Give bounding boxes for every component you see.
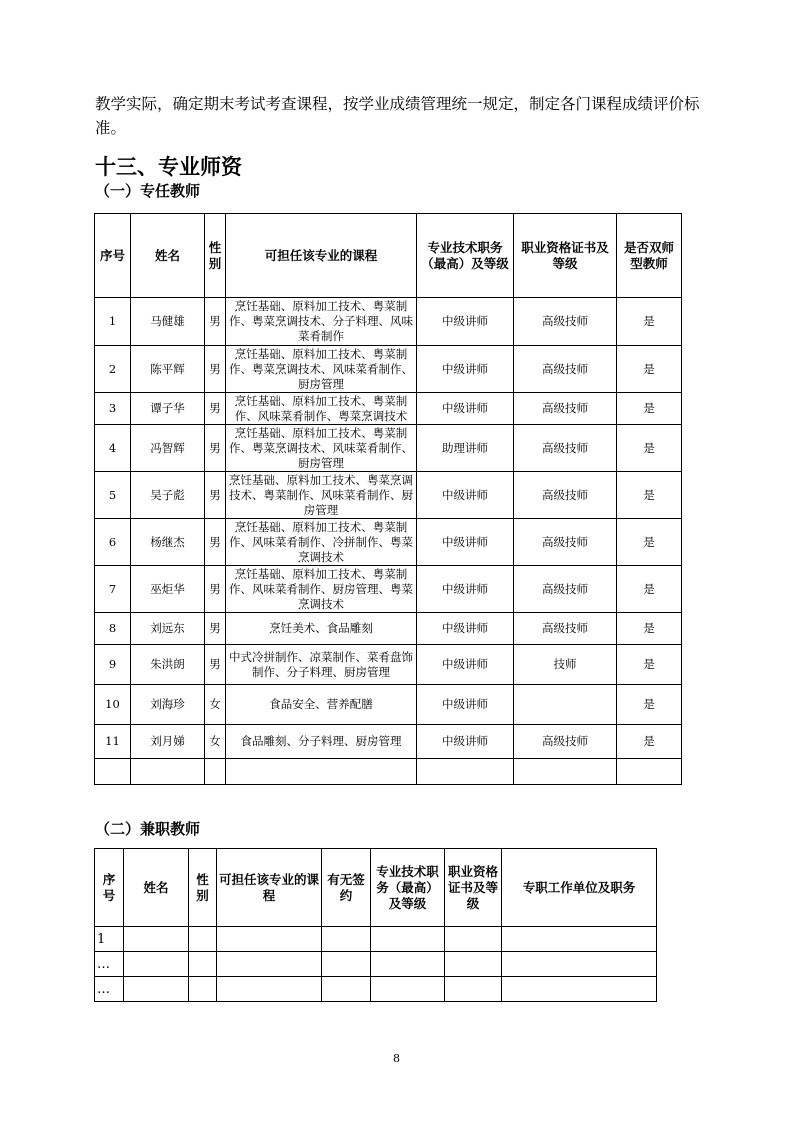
cell-name: 朱洪朗: [131, 645, 205, 685]
cell-name: 杨继杰: [131, 519, 205, 566]
cell-contract: [322, 927, 371, 952]
cell-title: 中级讲师: [417, 566, 514, 613]
cell-employer: [502, 952, 657, 977]
col-header-courses: 可担任该专业的课程: [226, 214, 417, 298]
fulltime-teachers-body: [95, 298, 682, 785]
cell-courses: [217, 977, 322, 1002]
cell-name: 冯智辉: [131, 425, 205, 472]
cell-courses: 烹饪基础、原料加工技术、粤菜制作、风味菜肴制作、厨房管理、粤菜烹调技术: [226, 566, 417, 613]
cell-name: 陈平辉: [131, 346, 205, 393]
table-row: [95, 472, 682, 519]
table-row: [95, 566, 682, 613]
cell-courses: 烹饪基础、原料加工技术、粤菜烹调技术、粤菜制作、风味菜肴制作、厨房管理: [226, 472, 417, 519]
cell-title: [371, 977, 445, 1002]
cell-name: 巫炬华: [131, 566, 205, 613]
cell-dual-qualified: 是: [617, 645, 682, 685]
cell-title: [417, 759, 514, 785]
cell-certificate: 高级技师: [514, 346, 617, 393]
parttime-teachers-body: [95, 927, 657, 1002]
cell-dual-qualified: 是: [617, 725, 682, 759]
cell-certificate: 高级技师: [514, 519, 617, 566]
cell-dual-qualified: 是: [617, 425, 682, 472]
cell-gender: 女: [205, 685, 226, 725]
table-row: [95, 685, 682, 725]
fulltime-teachers-heading: （一）专任教师: [95, 182, 201, 200]
table-row: [95, 298, 682, 346]
table-header-row: [95, 214, 682, 298]
cell-gender: [189, 952, 217, 977]
cell-courses: 食品雕刻、分子料理、厨房管理: [226, 725, 417, 759]
cell-certificate: 高级技师: [514, 425, 617, 472]
cell-number: 2: [95, 346, 131, 393]
cell-gender: [189, 977, 217, 1002]
table-row: [95, 759, 682, 785]
col-header-title: 专业技术职务（最高）及等级: [417, 214, 514, 298]
cell-certificate: 高级技师: [514, 298, 617, 346]
cell-gender: [189, 927, 217, 952]
cell-name: [131, 759, 205, 785]
cell-gender: 男: [205, 425, 226, 472]
cell-certificate: [514, 759, 617, 785]
cell-title: [371, 927, 445, 952]
cell-gender: 男: [205, 519, 226, 566]
table-row: [95, 613, 682, 645]
cell-number: [95, 759, 131, 785]
cell-courses: 中式冷拼制作、凉菜制作、菜肴盘饰制作、分子料理、厨房管理: [226, 645, 417, 685]
cell-courses: 食品安全、营养配膳: [226, 685, 417, 725]
col-header-contract: 有无签约: [322, 849, 371, 927]
cell-certificate: 技师: [514, 645, 617, 685]
table-row: [95, 927, 657, 952]
cell-courses: 烹饪基础、原料加工技术、粤菜制作、风味菜肴制作、粤菜烹调技术: [226, 393, 417, 425]
cell-name: 刘远东: [131, 613, 205, 645]
cell-gender: 男: [205, 472, 226, 519]
cell-name: 刘月娣: [131, 725, 205, 759]
cell-number: 4: [95, 425, 131, 472]
cell-gender: 男: [205, 645, 226, 685]
table-row: [95, 425, 682, 472]
cell-number: 10: [95, 685, 131, 725]
cell-courses: 烹饪基础、原料加工技术、粤菜制作、粤菜烹调技术、风味菜肴制作、厨房管理: [226, 346, 417, 393]
fulltime-teachers-table: [94, 213, 682, 785]
table-row: [95, 952, 657, 977]
cell-title: 中级讲师: [417, 645, 514, 685]
cell-number: 9: [95, 645, 131, 685]
cell-number: 1: [95, 298, 131, 346]
col-header-certificate: 职业资格证书及等级: [445, 849, 502, 927]
cell-gender: 男: [205, 566, 226, 613]
parttime-teachers-table: [94, 848, 657, 1002]
col-header-number: 序号: [95, 849, 124, 927]
cell-number: 3: [95, 393, 131, 425]
table-row: [95, 346, 682, 393]
cell-certificate: [514, 685, 617, 725]
col-header-name: 姓名: [124, 849, 189, 927]
table-header-row: [95, 849, 657, 927]
cell-title: 助理讲师: [417, 425, 514, 472]
cell-dual-qualified: 是: [617, 685, 682, 725]
cell-courses: 烹饪美术、食品雕刻: [226, 613, 417, 645]
col-header-gender: 性别: [205, 214, 226, 298]
cell-dual-qualified: 是: [617, 613, 682, 645]
table-row: [95, 393, 682, 425]
cell-gender: 男: [205, 613, 226, 645]
cell-dual-qualified: 是: [617, 346, 682, 393]
col-header-employer: 专职工作单位及职务: [502, 849, 657, 927]
cell-gender: 男: [205, 298, 226, 346]
cell-courses: [217, 952, 322, 977]
cell-dual-qualified: 是: [617, 472, 682, 519]
cell-certificate: 高级技师: [514, 472, 617, 519]
cell-number: 1: [95, 927, 124, 952]
col-header-certificate: 职业资格证书及等级: [514, 214, 617, 298]
cell-name: 刘海珍: [131, 685, 205, 725]
cell-title: 中级讲师: [417, 393, 514, 425]
cell-gender: 女: [205, 725, 226, 759]
cell-employer: [502, 927, 657, 952]
cell-dual-qualified: 是: [617, 519, 682, 566]
cell-certificate: 高级技师: [514, 393, 617, 425]
col-header-dual-qualified: 是否双师型教师: [617, 214, 682, 298]
cell-certificate: [445, 927, 502, 952]
cell-courses: [217, 927, 322, 952]
cell-number: 7: [95, 566, 131, 613]
cell-gender: [205, 759, 226, 785]
cell-title: 中级讲师: [417, 613, 514, 645]
col-header-courses: 可担任该专业的课程: [217, 849, 322, 927]
col-header-name: 姓名: [131, 214, 205, 298]
cell-certificate: 高级技师: [514, 566, 617, 613]
cell-number: …: [95, 977, 124, 1002]
cell-courses: 烹饪基础、原料加工技术、粤菜制作、粤菜烹调技术、分子料理、风味菜肴制作: [226, 298, 417, 346]
cell-dual-qualified: 是: [617, 393, 682, 425]
cell-number: 6: [95, 519, 131, 566]
col-header-gender: 性别: [189, 849, 217, 927]
cell-certificate: 高级技师: [514, 613, 617, 645]
table-row: [95, 645, 682, 685]
cell-name: 马健雄: [131, 298, 205, 346]
cell-name: [124, 952, 189, 977]
cell-title: 中级讲师: [417, 472, 514, 519]
cell-employer: [502, 977, 657, 1002]
cell-gender: 男: [205, 393, 226, 425]
cell-name: 谭子华: [131, 393, 205, 425]
cell-title: 中级讲师: [417, 685, 514, 725]
cell-courses: 烹饪基础、原料加工技术、粤菜制作、风味菜肴制作、冷拼制作、粤菜烹调技术: [226, 519, 417, 566]
cell-name: [124, 927, 189, 952]
cell-name: [124, 977, 189, 1002]
cell-gender: 男: [205, 346, 226, 393]
cell-number: 8: [95, 613, 131, 645]
cell-certificate: [445, 952, 502, 977]
col-header-title: 专业技术职务（最高）及等级: [371, 849, 445, 927]
section-title: 十三、专业师资: [95, 155, 242, 179]
table-row: [95, 977, 657, 1002]
cell-name: 吴子彪: [131, 472, 205, 519]
page-number: 8: [393, 1052, 400, 1065]
cell-dual-qualified: [617, 759, 682, 785]
cell-contract: [322, 952, 371, 977]
cell-contract: [322, 977, 371, 1002]
cell-number: …: [95, 952, 124, 977]
cell-dual-qualified: 是: [617, 566, 682, 613]
cell-number: 5: [95, 472, 131, 519]
parttime-teachers-heading: （二）兼职教师: [95, 820, 201, 838]
cell-certificate: [445, 977, 502, 1002]
cell-number: 11: [95, 725, 131, 759]
cell-certificate: 高级技师: [514, 725, 617, 759]
cell-courses: [226, 759, 417, 785]
table-row: [95, 725, 682, 759]
table-row: [95, 519, 682, 566]
intro-paragraph: 教学实际，确定期末考试考查课程，按学业成绩管理统一规定，制定各门课程成绩评价标准。: [95, 95, 700, 137]
cell-title: 中级讲师: [417, 519, 514, 566]
cell-title: [371, 952, 445, 977]
cell-title: 中级讲师: [417, 298, 514, 346]
col-header-number: 序号: [95, 214, 131, 298]
cell-courses: 烹饪基础、原料加工技术、粤菜制作、粤菜烹调技术、风味菜肴制作、厨房管理: [226, 425, 417, 472]
cell-title: 中级讲师: [417, 346, 514, 393]
cell-dual-qualified: 是: [617, 298, 682, 346]
cell-title: 中级讲师: [417, 725, 514, 759]
